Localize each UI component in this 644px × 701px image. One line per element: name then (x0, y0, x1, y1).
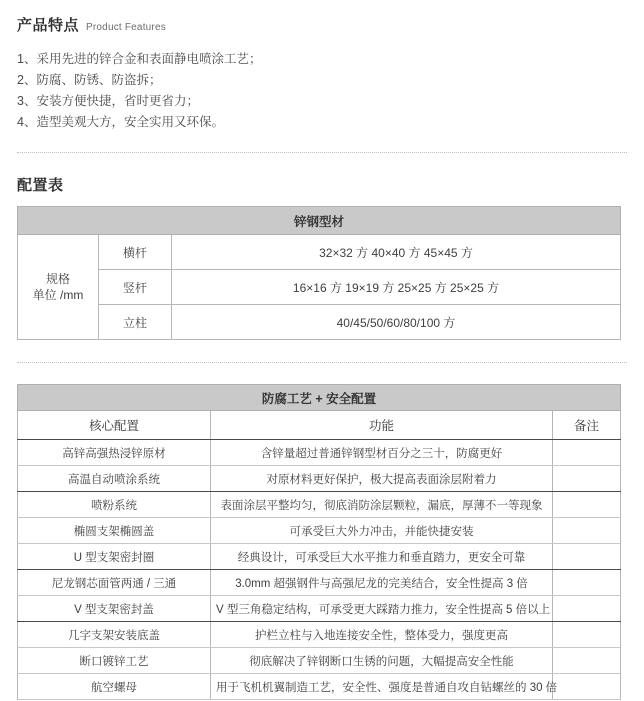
config-table-section (0, 174, 644, 340)
table-row (18, 544, 621, 570)
list-item: 4、造型美观大方，安全实用又环保。 (17, 115, 224, 129)
table-row (18, 570, 621, 596)
feature-list (17, 49, 627, 133)
config-row-value: 40/45/50/60/80/100 方 (172, 305, 621, 340)
product-features-heading (17, 14, 627, 35)
table-row (18, 648, 621, 674)
table-row (18, 492, 621, 518)
safety-function: 含锌量超过普通锌钢型材百分之三十，防腐更好 (211, 440, 553, 466)
safety-core: 几字支架安装底盖 (18, 622, 211, 648)
safety-remark (553, 544, 621, 570)
safety-function: 护栏立柱与入地连接安全性，整体受力，强度更高 (211, 622, 553, 648)
safety-remark (553, 596, 621, 622)
safety-remark (553, 518, 621, 544)
safety-function: 对原材料更好保护，极大提高表面涂层附着力 (211, 466, 553, 492)
spacer (0, 363, 644, 384)
config-table (17, 206, 621, 340)
table-row (18, 385, 621, 411)
table-row (18, 235, 621, 270)
config-row-value: 32×32 方 40×40 方 45×45 方 (172, 235, 621, 270)
spacer (0, 340, 644, 362)
product-features-section (0, 0, 644, 133)
safety-function: 经典设计，可承受巨大水平推力和垂直踏力，更安全可靠 (211, 544, 553, 570)
safety-core: 喷粉系统 (18, 492, 211, 518)
safety-function: 3.0mm 超强钢件与高强尼龙的完美结合，安全性提高 3 倍 (211, 570, 553, 596)
safety-remark (553, 648, 621, 674)
safety-table (17, 384, 621, 700)
table-row (18, 466, 621, 492)
column-header-core: 核心配置 (18, 411, 211, 440)
safety-table-caption: 防腐工艺 + 安全配置 (18, 385, 621, 411)
safety-remark (553, 674, 621, 700)
safety-core: 椭圆支架椭圆盖 (18, 518, 211, 544)
safety-remark (553, 440, 621, 466)
config-row-value: 16×16 方 19×19 方 25×25 方 25×25 方 (172, 270, 621, 305)
config-section-title: 配置表 (17, 177, 64, 194)
safety-remark (553, 492, 621, 518)
table-row (18, 305, 621, 340)
config-row-name: 竖杆 (99, 270, 172, 305)
safety-function: 表面涂层平整均匀，彻底消防涂层颗粒，漏底，厚薄不一等现象 (211, 492, 553, 518)
table-row (18, 596, 621, 622)
table-row (18, 440, 621, 466)
spec-unit-label-line2: 单位 /mm (32, 288, 84, 302)
safety-remark (553, 622, 621, 648)
table-header-row (18, 411, 621, 440)
safety-remark (553, 570, 621, 596)
page-subtitle: Product Features (86, 22, 166, 33)
table-row (18, 207, 621, 235)
config-row-name: 立柱 (99, 305, 172, 340)
safety-core: 尼龙钢芯面管两通 / 三通 (18, 570, 211, 596)
column-header-function: 功能 (211, 411, 553, 440)
config-table-caption: 锌钢型材 (18, 207, 621, 235)
safety-remark (553, 466, 621, 492)
safety-function: V 型三角稳定结构，可承受更大踩踏力推力，安全性提高 5 倍以上 (211, 596, 553, 622)
safety-function: 彻底解决了锌钢断口生锈的问题，大幅提高安全性能 (211, 648, 553, 674)
list-item: 3、安装方便快捷，省时更省力； (17, 94, 199, 108)
column-header-remark: 备注 (553, 411, 621, 440)
spec-unit-label-line1: 规格 (45, 272, 70, 286)
safety-function: 用于飞机机翼制造工艺，安全性、强度是普通自攻自钻螺丝的 30 倍 (211, 674, 553, 700)
table-row (18, 270, 621, 305)
safety-table-section (0, 384, 644, 700)
safety-core: V 型支架密封盖 (18, 596, 211, 622)
safety-core: U 型支架密封圈 (18, 544, 211, 570)
table-row (18, 518, 621, 544)
list-item: 2、防腐、防锈、防盗拆； (17, 73, 162, 87)
spec-unit-label (18, 235, 99, 340)
list-item: 1、采用先进的锌合金和表面静电喷涂工艺； (17, 52, 262, 66)
safety-core: 航空螺母 (18, 674, 211, 700)
table-row (18, 622, 621, 648)
table-row (18, 674, 621, 700)
page-title: 产品特点 (17, 17, 80, 34)
spacer (0, 153, 644, 174)
spacer (0, 133, 644, 152)
safety-core: 高温自动喷涂系统 (18, 466, 211, 492)
safety-core: 断口镀锌工艺 (18, 648, 211, 674)
config-row-name: 横杆 (99, 235, 172, 270)
safety-function: 可承受巨大外力冲击，并能快捷安装 (211, 518, 553, 544)
safety-core: 高锌高强热浸锌原材 (18, 440, 211, 466)
